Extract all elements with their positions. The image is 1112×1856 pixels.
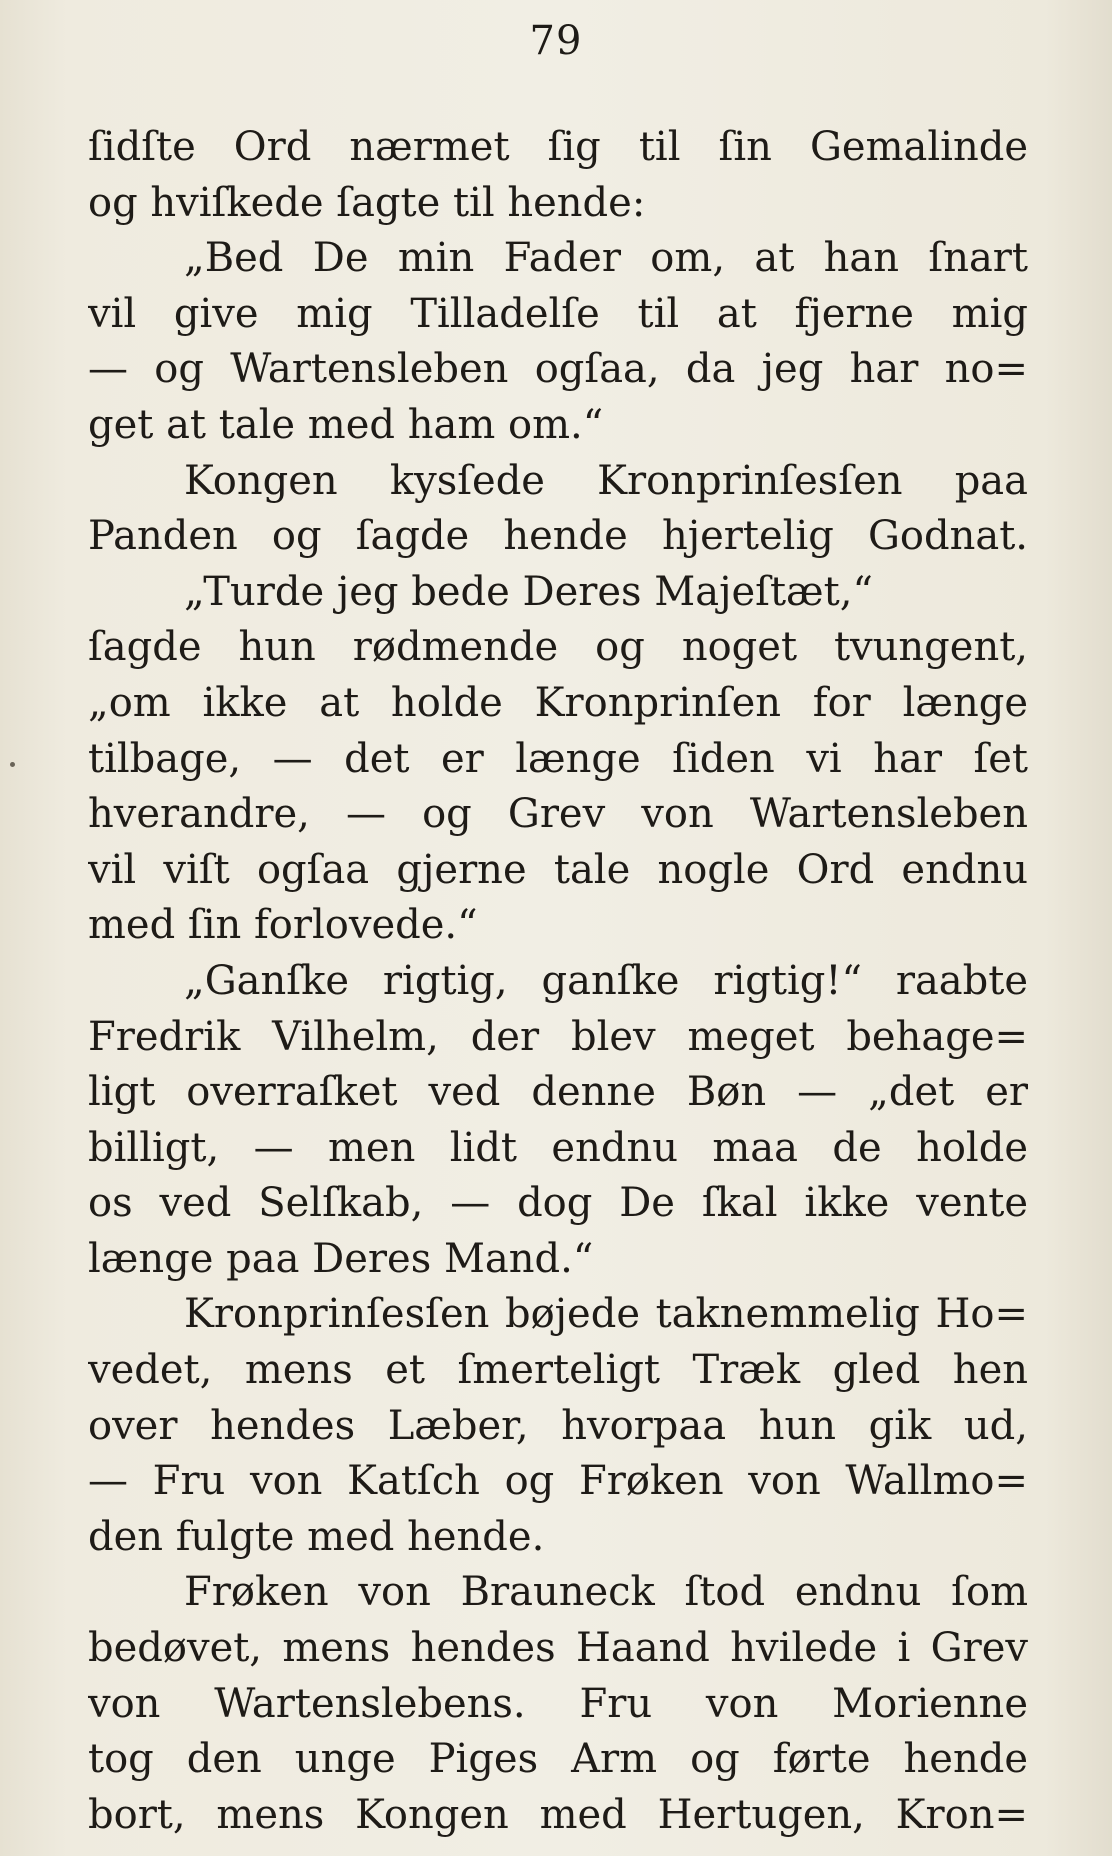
- text-line: Frøken von Brauneck ſtod endnu ſom: [184, 1569, 1028, 1616]
- text-line: „Bed De min Fader om, at han ſnart: [184, 235, 1028, 282]
- text-line: bort, mens Kongen med Hertugen, Kron=: [88, 1791, 1028, 1838]
- body-text: [88, 120, 1028, 1843]
- text-line: Kronprinſesſen bøjede taknemmelig Ho=: [184, 1291, 1028, 1338]
- text-line: med ſin forlovede.“: [88, 902, 478, 949]
- text-line: „om ikke at holde Kronprinſen for længe: [88, 679, 1028, 726]
- text-line: ſidſte Ord nærmet ſig til ſin Gemalinde: [88, 124, 1028, 170]
- text-line: bedøvet, mens hendes Haand hvilede i Grev: [88, 1625, 1028, 1672]
- text-line: „Ganſke rigtig, ganſke rigtig!“ raabte: [184, 957, 1028, 1004]
- text-line: get at tale med ham om.“: [88, 401, 604, 448]
- text-line: vedet, mens et ſmerteligt Træk gled hen: [88, 1347, 1028, 1394]
- text-line: Panden og ſagde hende hjertelig Godnat.: [88, 513, 1028, 560]
- text-line: længe paa Deres Mand.“: [88, 1235, 594, 1282]
- text-line: tilbage, — det er længe ſiden vi har ſet: [88, 735, 1028, 782]
- text-line: os ved Selſkab, — dog De ſkal ikke vente: [88, 1180, 1028, 1227]
- text-line: Kongen kysſede Kronprinſesſen paa: [184, 457, 1028, 504]
- margin-speck: [10, 762, 15, 767]
- text-line: ſagde hun rødmende og noget tvungent,: [88, 624, 1028, 671]
- text-line: over hendes Læber, hvorpaa hun gik ud,: [88, 1402, 1028, 1449]
- text-line: den fulgte med hende.: [88, 1513, 545, 1560]
- text-line: og hviſkede ſagte til hende:: [88, 179, 646, 226]
- text-line: vil viſt ogſaa gjerne tale nogle Ord endnu: [88, 846, 1028, 893]
- text-line: tog den unge Piges Arm og førte hende: [88, 1736, 1028, 1783]
- text-line: — Fru von Katſch og Frøken von Wallmo=: [88, 1458, 1028, 1505]
- text-line: billigt, — men lidt endnu maa de holde: [88, 1124, 1028, 1171]
- text-line: „Turde jeg bede Deres Majeſtæt,“: [184, 568, 873, 615]
- text-line: von Wartenslebens. Fru von Morienne: [88, 1680, 1028, 1727]
- text-line: ligt overraſket ved denne Bøn — „det er: [88, 1069, 1028, 1116]
- text-line: hverandre, — og Grev von Wartensleben: [88, 791, 1028, 838]
- text-line: vil give mig Tilladelſe til at fjerne mig: [88, 290, 1028, 337]
- page-number: 79: [529, 18, 583, 64]
- text-line: Fredrik Vilhelm, der blev meget behage=: [88, 1013, 1028, 1060]
- text-line: — og Wartensleben ogſaa, da jeg har no=: [88, 346, 1028, 393]
